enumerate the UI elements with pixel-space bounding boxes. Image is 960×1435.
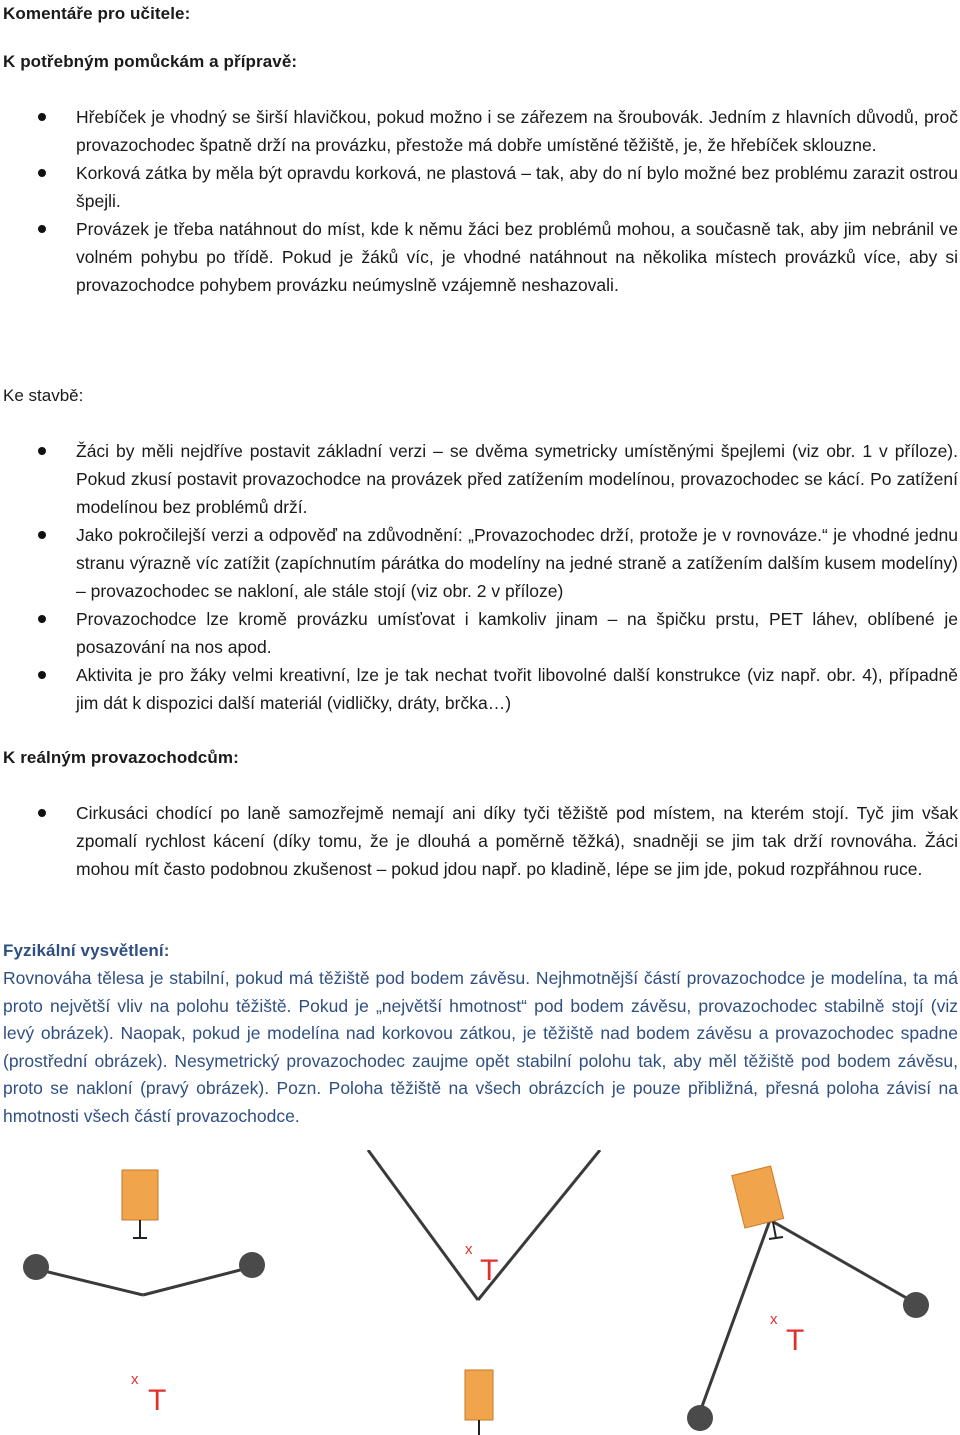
nail-head-right — [769, 1237, 783, 1239]
list-item: Provázek je třeba natáhnout do míst, kde k němu žáci bez problémů mohou, a současně tak, aby jim nebránil ve volném pohybu po třídě. Pokud je žáků víc, je vhodné natáhnout na několika místech provázků více, aby si provazochodce pohybem provázku neúmyslně vzájemně neshazovali. — [3, 215, 958, 299]
bullet-icon — [38, 531, 46, 539]
mass-ball-right-b — [903, 1292, 929, 1318]
list-item: Korková zátka by měla být opravdu korková, ne plastová – tak, aby do ní bylo možné bez problému zarazit ostrou špejli. — [3, 159, 958, 215]
bullet-icon — [38, 615, 46, 623]
list-item: Provazochodce lze kromě provázku umísťovat i kamkoliv jinam – na špičku prstu, PET láhev, oblíbené je posazování na nos apod. — [3, 605, 958, 661]
cog-mark-right: x — [770, 1311, 778, 1328]
bullet-icon — [38, 113, 46, 121]
heading-komentare: Komentáře pro učitele: — [3, 4, 191, 23]
list-item: Jako pokročilejší verzi a odpověď na zdůvodnění: „Provazochodec drží, protože je v rovnováze.“ je vhodné jednu stranu výrazně víc zatížit (zapíchnutím párátka do modelíny na jedné straně a zatížením dalším kusem modelíny) – provazochodec se nakloní, ale stále stojí (viz obr. 2 v příloze) — [3, 521, 958, 605]
mass-ball-right-a — [687, 1405, 713, 1431]
stick-left-b — [143, 1268, 248, 1295]
bullet-icon — [38, 225, 46, 233]
bullet-icon — [38, 809, 46, 817]
stick-right-b — [770, 1220, 910, 1300]
stick-right-a — [700, 1220, 770, 1412]
figure-left-stable — [23, 1170, 265, 1417]
list-item: Aktivita je pro žáky velmi kreativní, lze je tak nechat tvořit libovolné další konstrukce (viz např. obr. 4), případně jim dát k dispozici další materiál (vidličky, dráty, brčka…) — [3, 661, 958, 717]
stick-middle-a — [368, 1150, 478, 1300]
pomucky-list — [3, 103, 958, 299]
bullet-icon — [38, 169, 46, 177]
mass-ball-left-b — [239, 1252, 265, 1278]
heading-fyzikalni: Fyzikální vysvětlení: — [3, 941, 170, 960]
cork-left — [122, 1170, 158, 1220]
stick-left-a — [40, 1270, 143, 1295]
tightrope-walker-figures — [0, 1150, 960, 1435]
figure-middle-unstable — [368, 1150, 600, 1435]
cork-middle — [465, 1370, 493, 1420]
list-item: Žáci by měli nejdříve postavit základní verzi – se dvěma symetricky umístěnými špejlemi (viz obr. 1 v příloze). Pokud zkusí postavit provazochodce na provázek před zatížením modelínou, provazochodec se kácí. Po zatížení modelínou bez problémů drží. — [3, 437, 958, 521]
heading-stavbe: Ke stavbě: — [3, 386, 84, 405]
cog-mark-middle: x — [465, 1241, 473, 1258]
cog-letter-right: T — [786, 1324, 805, 1357]
cog-letter-left: T — [148, 1384, 167, 1417]
cog-letter-middle: T — [480, 1254, 499, 1287]
cog-mark-left: x — [131, 1371, 139, 1388]
figure-right-tilted — [687, 1166, 929, 1431]
bullet-icon — [38, 447, 46, 455]
realnym-list — [3, 799, 958, 883]
cork-right — [732, 1166, 784, 1228]
stavba-list — [3, 437, 958, 717]
fyzikalni-paragraph: Rovnováha tělesa je stabilní, pokud má těžiště pod bodem závěsu. Nejhmotnější částí provazochodce je modelína, ta má proto největší vliv na polohu těžiště. Pokud je „největší hmotnost“ pod bodem závěsu, provazochodec stabilně stojí (viz levý obrázek). Naopak, pokud je modelína nad korkovou zátkou, je těžiště nad bodem závěsu a provazochodec spadne (prostřední obrázek). Nesymetrický provazochodec zaujme opět stabilní polohu tak, aby měl těžiště pod bodem závěsu, proto se nakloní (pravý obrázek). Pozn. Poloha těžiště na všech obrázcích je pouze přibližná, přesná poloha závisí na hmotnosti všech částí provazochodce. — [3, 968, 958, 1126]
list-item: Cirkusáci chodící po laně samozřejmě nemají ani díky tyči těžiště pod místem, na kterém stojí. Tyč jim však zpomalí rychlost kácení (díky tomu, že je dlouhá a poměrně těžká), snadněji se jim tak drží rovnováha. Žáci mohou mít často podobnou zkušenost – pokud jdou např. po kladině, lépe se jim jde, pokud rozpřáhnou ruce. — [3, 799, 958, 883]
list-item: Hřebíček je vhodný se širší hlavičkou, pokud možno i se zářezem na šroubovák. Jedním z hlavních důvodů, proč provazochodec špatně drží na provázku, přestože má dobře umístěné těžiště, je, že hřebíček sklouzne. — [3, 103, 958, 159]
heading-pomuckam: K potřebným pomůckám a přípravě: — [3, 52, 298, 71]
bullet-icon — [38, 671, 46, 679]
heading-realnym: K reálným provazochodcům: — [3, 748, 239, 767]
mass-ball-left-a — [23, 1254, 49, 1280]
